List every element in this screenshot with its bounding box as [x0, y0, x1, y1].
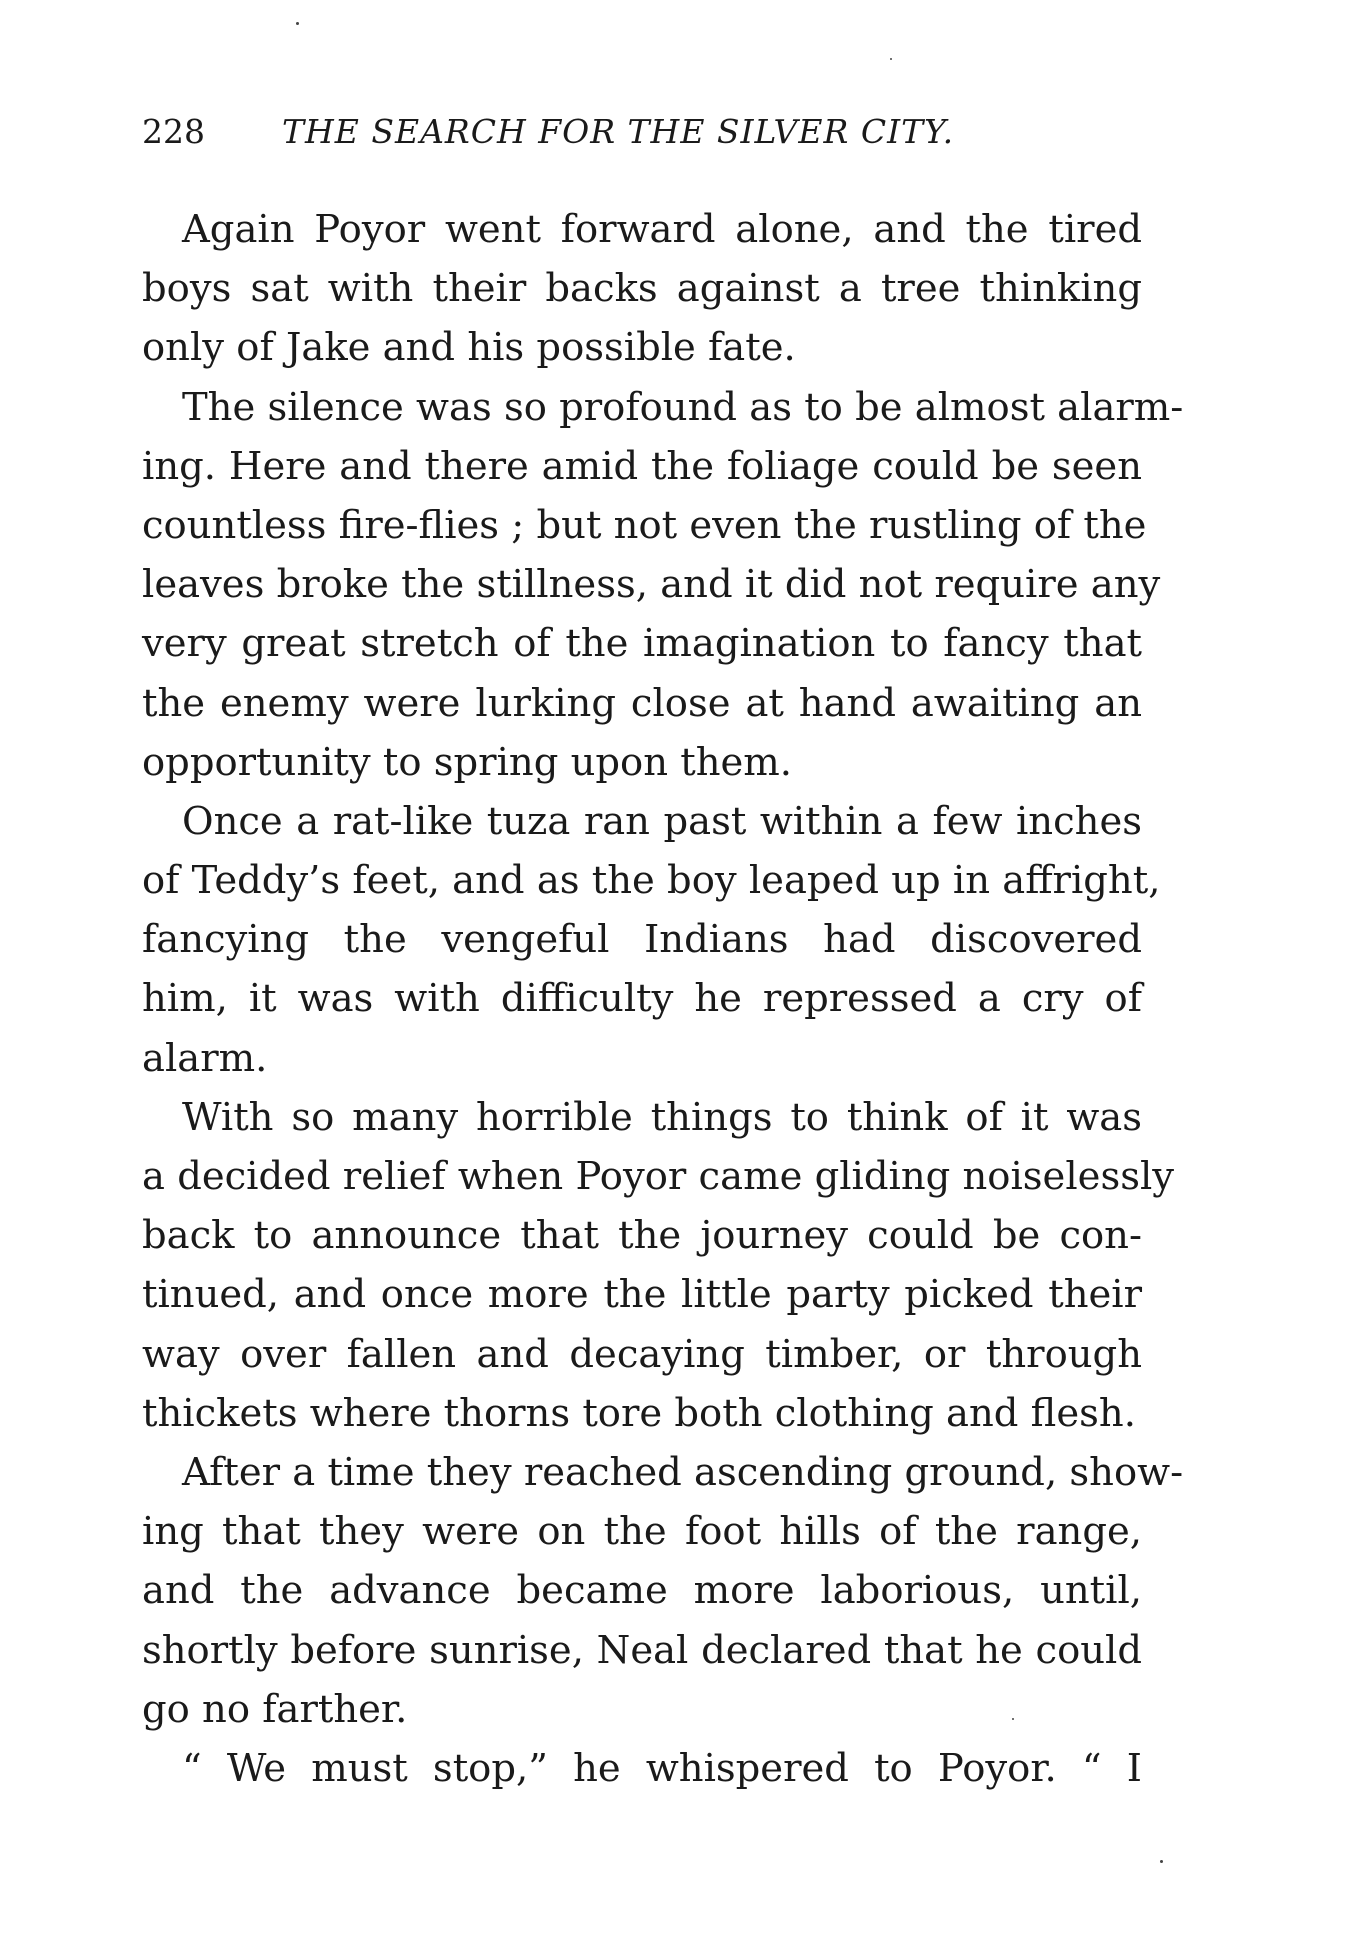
- paragraph-3: [142, 792, 1161, 1088]
- text-line: fancying the vengeful Indians had discovered: [142, 917, 1142, 963]
- text-line: boys sat with their backs against a tree thinking: [142, 266, 1142, 312]
- paragraph-6: [142, 1739, 1142, 1798]
- text-line: With so many horrible things to think of it was: [182, 1094, 1142, 1140]
- page-number: 228: [142, 112, 205, 151]
- text-line: alarm.: [142, 1035, 268, 1081]
- text-line: ing that they were on the foot hills of the range,: [142, 1509, 1142, 1555]
- paragraph-5: [142, 1443, 1184, 1739]
- text-line: The silence was so profound as to be almost alarm-: [182, 384, 1184, 430]
- text-line: countless fire-flies ; but not even the rustling of the: [142, 502, 1147, 548]
- paragraph-2: [142, 378, 1184, 792]
- text-line: the enemy were lurking close at hand awaiting an: [142, 680, 1142, 726]
- page-header: [142, 112, 1152, 156]
- scan-speck: [890, 58, 892, 60]
- paragraph-1: [142, 200, 1142, 378]
- text-line: “ We must stop,” he whispered to Poyor. “ I: [182, 1745, 1142, 1791]
- text-line: back to announce that the journey could be con-: [142, 1213, 1142, 1259]
- text-line: Again Poyor went forward alone, and the tired: [182, 207, 1142, 252]
- text-line: ing. Here and there amid the foliage could be seen: [142, 443, 1142, 489]
- scan-speck: [296, 22, 299, 25]
- paragraph-4: [142, 1088, 1175, 1443]
- running-title: THE SEARCH FOR THE SILVER CITY.: [282, 112, 955, 151]
- body-text: [142, 200, 1184, 1798]
- text-line: way over fallen and decaying timber, or through: [142, 1331, 1142, 1377]
- text-line: tinued, and once more the little party picked their: [142, 1272, 1142, 1318]
- text-line: a decided relief when Poyor came gliding noiselessly: [142, 1154, 1175, 1199]
- text-line: of Teddy’s feet, and as the boy leaped up in affright,: [142, 858, 1161, 904]
- text-line: Once a rat-like tuza ran past within a few inches: [182, 798, 1142, 844]
- text-line: shortly before sunrise, Neal declared that he could: [142, 1627, 1142, 1673]
- text-line: After a time they reached ascending ground, show-: [182, 1449, 1184, 1495]
- scan-speck: [1160, 1860, 1163, 1863]
- text-line: leaves broke the stillness, and it did not require any: [142, 562, 1161, 608]
- scan-speck: [1012, 1718, 1014, 1720]
- text-line: only of Jake and his possible fate.: [142, 325, 796, 371]
- text-line: very great stretch of the imagination to fancy that: [142, 621, 1142, 667]
- text-line: him, it was with difficulty he repressed a cry of: [142, 976, 1142, 1022]
- text-line: go no farther.: [142, 1686, 408, 1732]
- text-line: and the advance became more laborious, until,: [142, 1568, 1142, 1614]
- text-line: thickets where thorns tore both clothing and flesh.: [142, 1390, 1136, 1436]
- text-line: opportunity to spring upon them.: [142, 739, 793, 785]
